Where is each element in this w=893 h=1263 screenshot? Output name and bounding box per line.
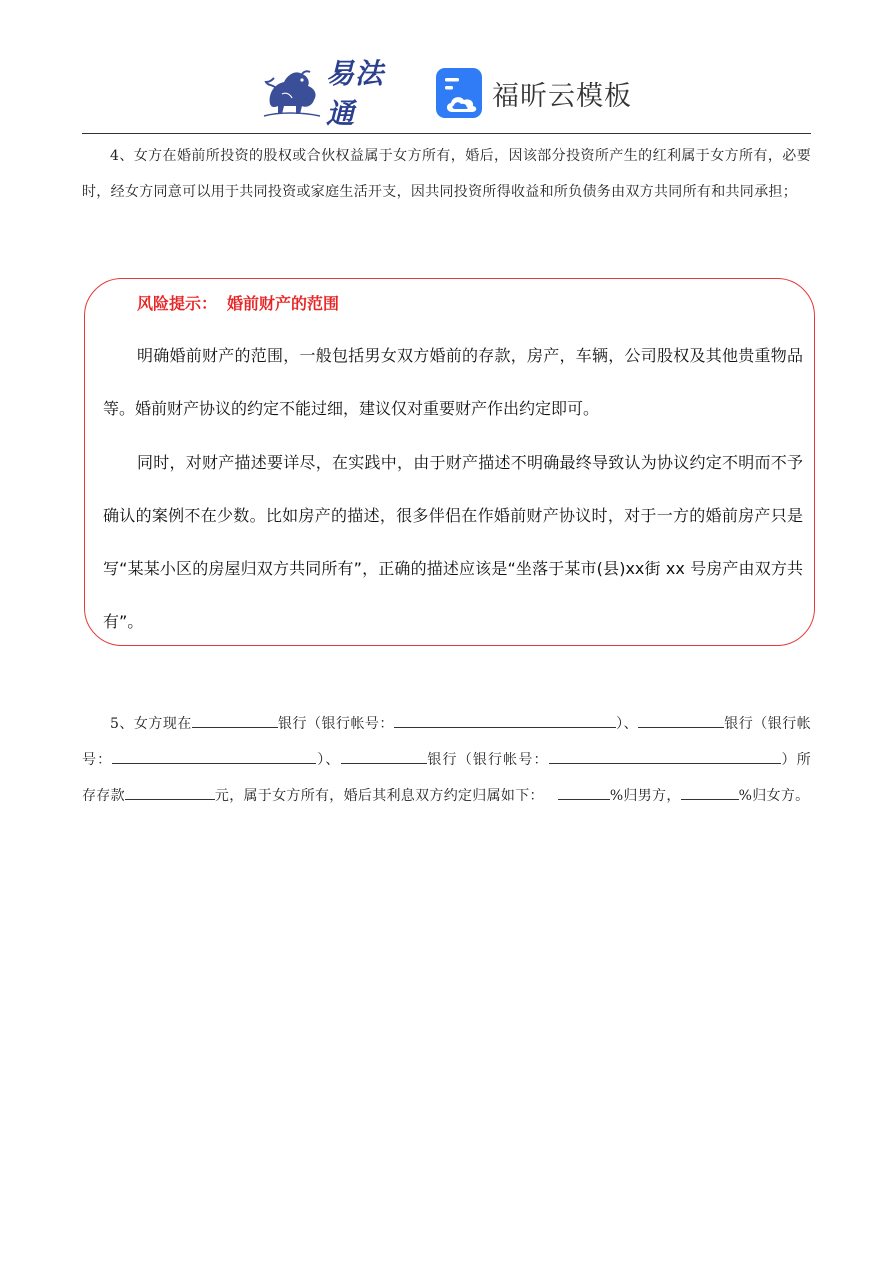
- clause-5-text-9: %归男方，: [609, 788, 681, 804]
- risk-notice-paragraph-1: 明确婚前财产的范围，一般包括男女双方婚前的存款，房产，车辆，公司股权及其他贵重物品等。婚前财产协议的约定不能过细，建议仅对重要财产作出约定即可。: [103, 346, 803, 418]
- header-divider: [82, 133, 811, 134]
- clause-5-text-10: %归女方。: [738, 788, 810, 804]
- risk-notice-label: 风险提示：: [137, 294, 218, 313]
- account-number-blank-3[interactable]: [549, 749, 781, 764]
- risk-notice-box: [84, 278, 815, 646]
- account-number-blank-2[interactable]: [112, 749, 316, 764]
- bank-name-blank-3[interactable]: [341, 749, 427, 764]
- clause-5-text-7: ）所存存款: [82, 752, 811, 804]
- cloud-document-icon: [436, 68, 484, 118]
- page-header: [0, 57, 893, 130]
- clause-5-text-8: 元，属于女方所有，婚后其利息双方约定归属如下：: [214, 788, 544, 804]
- fuxin-logo: [436, 65, 632, 121]
- clause-5-text-1: 5、女方现在: [110, 716, 192, 732]
- risk-notice-paragraph-2: 同时，对财产描述要详尽，在实践中，由于财产描述不明确最终导致认为协议约定不明而不予确认的案例不在少数。比如房产的描述，很多伴侣在作婚前财产协议时，对于一方的婚前房产只是写“某某小区的房屋归双方共同所有”，正确的描述应该是“坐落于某市(县)xx街 xx 号房产由双方共有”。: [103, 453, 803, 631]
- risk-notice-title: [137, 291, 349, 314]
- bank-name-blank-2[interactable]: [638, 713, 724, 728]
- bank-name-blank-1[interactable]: [192, 713, 278, 728]
- male-interest-percent-blank[interactable]: [558, 785, 610, 800]
- clause-5-text-2: 银行（银行帐号：: [277, 716, 394, 732]
- yifatong-brand-text: 易法通: [326, 57, 385, 130]
- clause-5-text-5: ）、: [316, 752, 341, 768]
- clause-4: 4、女方在婚前所投资的股权或合伙权益属于女方所有，婚后，因该部分投资所产生的红利属于女方所有，必要时，经女方同意可以用于共同投资或家庭生活开支，因共同投资所得收益和所负债务由双方共同所有和共同承担；: [82, 148, 811, 200]
- qilin-mascot-icon: [262, 64, 322, 120]
- risk-notice-heading: 婚前财产的范围: [227, 294, 340, 313]
- clause-5-text-4: 银行（银行帐号：: [82, 716, 811, 768]
- fuxin-brand-text: 福昕云模板: [492, 80, 632, 112]
- clause-5: [82, 706, 811, 814]
- clause-5-text-6: 银行（银行帐号：: [426, 752, 549, 768]
- female-interest-percent-blank[interactable]: [681, 785, 739, 800]
- yifatong-logo: [262, 57, 412, 130]
- deposit-amount-blank[interactable]: [125, 785, 215, 800]
- account-number-blank-1[interactable]: [394, 713, 616, 728]
- clause-5-text-3: ）、: [615, 716, 639, 732]
